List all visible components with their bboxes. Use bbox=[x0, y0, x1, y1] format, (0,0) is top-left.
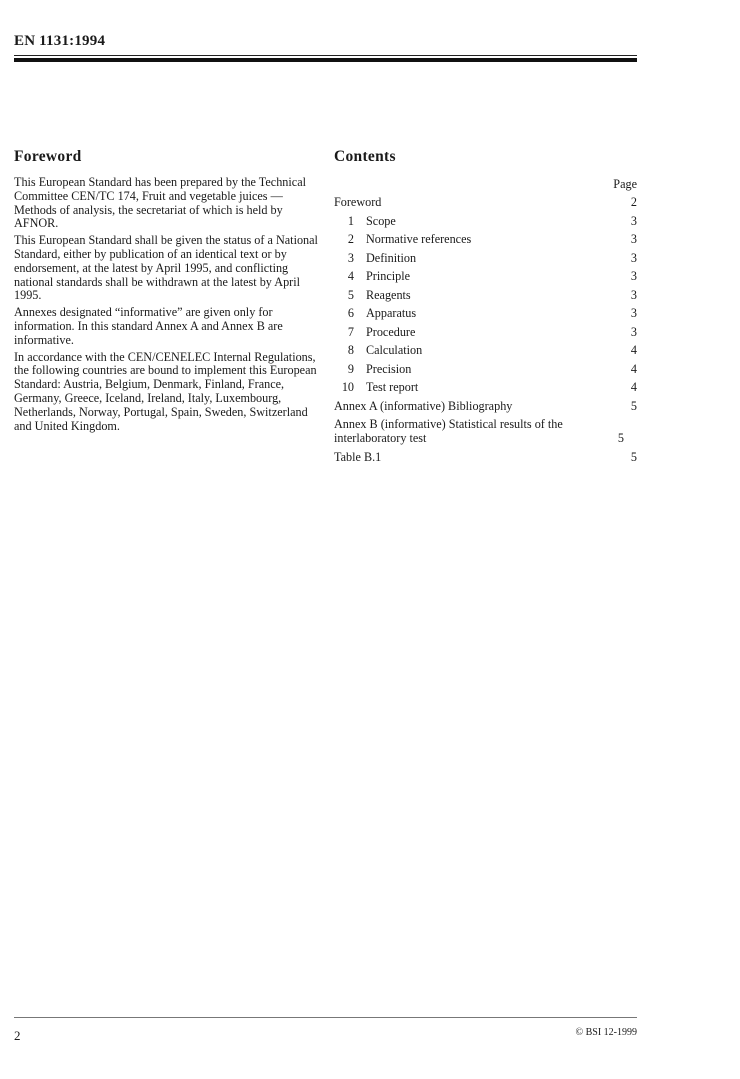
toc-entry[interactable] bbox=[334, 380, 637, 394]
toc-entry-label: Definition bbox=[366, 250, 417, 265]
toc-entry-page: 4 bbox=[630, 361, 637, 376]
foreword-paragraph: Annexes designated “informative” are given only for information. In this standard Annex A and Annex B are informative. bbox=[14, 305, 283, 347]
toc-entry-number: 9 bbox=[347, 361, 354, 376]
toc-entry[interactable] bbox=[334, 232, 637, 246]
page-number: 2 bbox=[14, 1028, 21, 1043]
toc-entry-page: 3 bbox=[630, 232, 637, 246]
toc-entry-label: Annex A (informative) Bibliography bbox=[334, 398, 513, 413]
toc-entry-label: Foreword bbox=[334, 195, 382, 209]
toc-entry-label: Table B.1 bbox=[334, 449, 382, 464]
toc-entry-label: Reagents bbox=[366, 287, 411, 302]
toc-entry-label: Apparatus bbox=[366, 306, 417, 320]
foreword-paragraph: This European Standard shall be given the status of a National Standard, either by publication of an identical text or by endorsement, at the latest by April 1995, and conflicting national standards shall be withdrawn at the latest by April 1995. bbox=[14, 233, 318, 303]
toc-entry-page: 3 bbox=[630, 324, 637, 339]
toc-entry-number: 4 bbox=[347, 269, 354, 283]
toc-entry-label: Procedure bbox=[366, 324, 416, 339]
toc-entry[interactable] bbox=[334, 251, 637, 265]
copyright-notice: © BSI 12-1999 bbox=[575, 1027, 637, 1038]
toc-entry-page: 3 bbox=[630, 250, 637, 265]
toc-entry[interactable] bbox=[334, 399, 637, 413]
toc-entry-label: Annex B (informative) Statistical results of the interlaboratory test bbox=[334, 417, 563, 445]
contents-heading: Contents bbox=[334, 148, 396, 165]
toc-entry-page: 5 bbox=[617, 431, 624, 445]
contents-page-column-header: Page bbox=[613, 177, 637, 191]
header-rule-thick bbox=[14, 58, 637, 62]
toc-entry[interactable] bbox=[334, 343, 637, 357]
toc-entry[interactable] bbox=[334, 288, 637, 302]
toc-entry-page: 2 bbox=[630, 195, 637, 209]
toc-entry-label: Test report bbox=[366, 380, 419, 394]
toc-entry[interactable] bbox=[334, 450, 637, 464]
toc-entry[interactable] bbox=[334, 214, 637, 228]
toc-entry[interactable] bbox=[334, 417, 637, 445]
toc-entry-label: Scope bbox=[366, 213, 396, 228]
toc-entry-number: 2 bbox=[347, 232, 354, 246]
foreword-heading: Foreword bbox=[14, 148, 82, 165]
toc-entry-label: Precision bbox=[366, 361, 412, 376]
toc-entry-number: 3 bbox=[347, 250, 354, 265]
foreword-paragraph: In accordance with the CEN/CENELEC Internal Regulations, the following countries are bound to implement this European Standard: Austria, Belgium, Denmark, Finland, France, Germany, Greece, Iceland, Ireland, Italy, Luxembourg, Netherlands, Norway, Portugal, Spain, Sweden, Switzerland and United Kingdom. bbox=[14, 349, 317, 433]
toc-entry-label: Calculation bbox=[366, 343, 423, 357]
toc-entry-page: 3 bbox=[630, 269, 637, 283]
toc-entry-page: 3 bbox=[630, 213, 637, 228]
toc-entry-number: 8 bbox=[347, 343, 354, 357]
toc-entry-number: 6 bbox=[347, 306, 354, 320]
toc-entry-label: Normative references bbox=[366, 232, 472, 246]
toc-entry[interactable] bbox=[334, 195, 637, 209]
toc-entry-number: 1 bbox=[347, 213, 354, 228]
toc-entry[interactable] bbox=[334, 306, 637, 320]
toc-entry-page: 3 bbox=[630, 287, 637, 302]
toc-entry[interactable] bbox=[334, 362, 637, 376]
document-code: EN 1131:1994 bbox=[14, 33, 106, 49]
toc-entry[interactable] bbox=[334, 325, 637, 339]
toc-entry-number: 10 bbox=[341, 380, 354, 394]
toc-entry-page: 4 bbox=[630, 380, 637, 394]
toc-entry-number: 5 bbox=[347, 287, 354, 302]
toc-entry-label: Principle bbox=[366, 269, 411, 283]
header-rule-thin bbox=[14, 55, 637, 56]
toc-entry-page: 5 bbox=[630, 398, 637, 413]
foreword-section bbox=[14, 148, 319, 436]
toc-entry-number: 7 bbox=[347, 324, 354, 339]
toc-entry-page: 4 bbox=[630, 343, 637, 357]
toc-entry-page: 3 bbox=[630, 306, 637, 320]
toc-entry[interactable] bbox=[334, 269, 637, 283]
toc-entry-page: 5 bbox=[630, 449, 637, 464]
footer-rule bbox=[14, 1017, 637, 1018]
foreword-paragraph: This European Standard has been prepared by the Technical Committee CEN/TC 174, Fruit and vegetable juices — Methods of analysis, the secretariat of which is held by AFNOR. bbox=[14, 175, 306, 231]
contents-section bbox=[334, 148, 637, 468]
